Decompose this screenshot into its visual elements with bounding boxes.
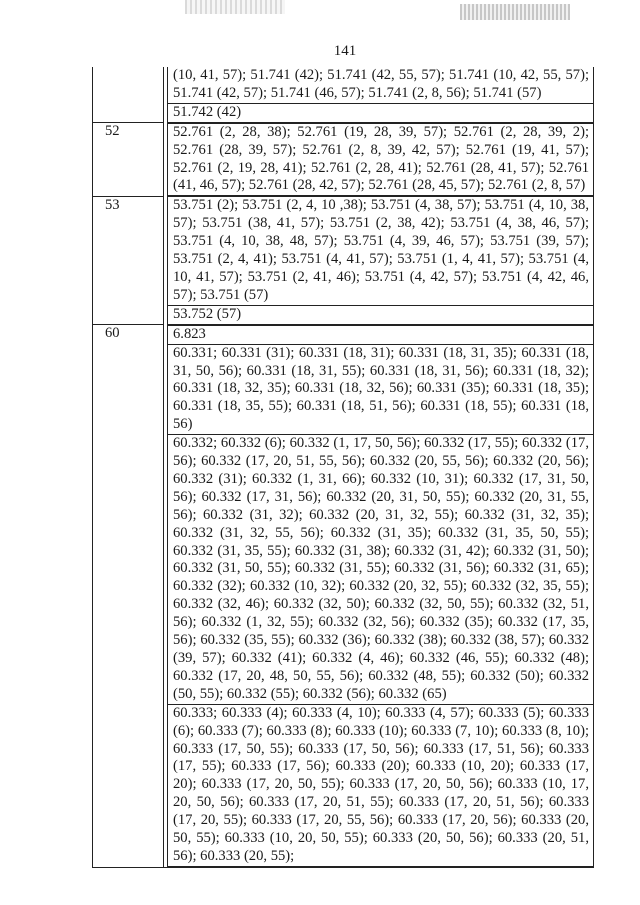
entries-cell [164,67,594,123]
table-row [93,67,594,123]
section-code: 60 [93,325,164,868]
code-entry: (10, 41, 57); 51.741 (42); 51.741 (42, 55, 57); 51.741 (10, 42, 55, 57); 51.741 (42, 57); 51.741 (46, 57); 51.741 (2, 8, 56); 51.741 (57) [167,67,593,104]
table-row [93,123,594,197]
scan-artifact-right [460,4,570,20]
section-code: 52 [93,123,164,197]
classification-table [92,67,594,868]
entries-cell [164,123,594,197]
code-entry: 60.333; 60.333 (4); 60.333 (4, 10); 60.333 (4, 57); 60.333 (5); 60.333 (6); 60.333 (7); 60.333 (8); 60.333 (10); 60.333 (7, 10); 60.333 (8, 10); 60.333 (17, 50, 55); 60.333 (17, 50, 56); 60.333 (17, 51, 56); 60.333 (17, 55); 60.333 (17, 56); 60.333 (20); 60.333 (10, 20); 60.333 (17, 20); 60.333 (17, 20, 50, 55); 60.333 (17, 20, 50, 56); 60.333 (10, 17, 20, 50, 56); 60.333 (17, 20, 51, 55); 60.333 (17, 20, 51, 56); 60.333 (17, 20, 55); 60.333 (17, 20, 55, 56); 60.333 (17, 20, 56); 60.333 (20, 50, 55); 60.333 (10, 20, 50, 55); 60.333 (20, 50, 56); 60.333 (20, 51, 56); 60.333 (20, 55); [167,705,593,867]
code-entry: 51.742 (42) [167,104,593,123]
code-entry: 53.751 (2); 53.751 (2, 4, 10 ,38); 53.751 (4, 38, 57); 53.751 (4, 10, 38, 57); 53.751 (38, 41, 57); 53.751 (2, 38, 42); 53.751 (4, 38, 46, 57); 53.751 (4, 10, 38, 48, 57); 53.751 (4, 39, 46, 57); 53.751 (39, 57); 53.751 (2, 4, 41); 53.751 (4, 41, 57); 53.751 (1, 4, 41, 57); 53.751 (4, 10, 41, 57); 53.751 (2, 41, 46); 53.751 (4, 42, 57); 53.751 (4, 42, 46, 57); 53.751 (57) [167,196,593,305]
section-code: 53 [93,196,164,324]
section-code [93,67,164,123]
scan-artifact-left [185,0,285,14]
entries-cell [164,325,594,868]
code-entry: 60.332; 60.332 (6); 60.332 (1, 17, 50, 56); 60.332 (17, 55); 60.332 (17, 56); 60.332 (17, 20, 51, 55, 56); 60.332 (20, 55, 56); 60.332 (20, 56); 60.332 (31); 60.332 (1, 31, 66); 60.332 (10, 31); 60.332 (17, 31, 50, 56); 60.332 (17, 31, 56); 60.332 (20, 31, 50, 55); 60.332 (20, 31, 55, 56); 60.332 (31, 32); 60.332 (20, 31, 32, 55); 60.332 (31, 32, 35); 60.332 (31, 32, 55, 56); 60.332 (31, 35); 60.332 (31, 35, 50, 55); 60.332 (31, 35, 55); 60.332 (31, 38); 60.332 (31, 42); 60.332 (31, 50); 60.332 (31, 50, 55); 60.332 (31, 55); 60.332 (31, 56); 60.332 (31, 65); 60.332 (32); 60.332 (10, 32); 60.332 (20, 32, 55); 60.332 (32, 35, 55); 60.332 (32, 46); 60.332 (32, 50); 60.332 (32, 50, 55); 60.332 (32, 51, 56); 60.332 (1, 32, 55); 60.332 (32, 56); 60.332 (35); 60.332 (17, 35, 56); 60.332 (35, 55); 60.332 (36); 60.332 (38); 60.332 (38, 57); 60.332 (39, 57); 60.332 (41); 60.332 (4, 46); 60.332 (46, 55); 60.332 (48); 60.332 (17, 20, 48, 50, 55, 56); 60.332 (48, 55); 60.332 (50); 60.332 (50, 55); 60.332 (55); 60.332 (56); 60.332 (65) [167,435,593,705]
table-row [93,325,594,868]
page-number: 141 [333,43,357,59]
table-row [93,196,594,324]
code-entry: 6.823 [167,325,593,345]
code-entry: 52.761 (2, 28, 38); 52.761 (19, 28, 39, 57); 52.761 (2, 28, 39, 2); 52.761 (28, 39, 57); 52.761 (2, 8, 39, 42, 57); 52.761 (19, 41, 57); 52.761 (2, 19, 28, 41); 52.761 (2, 28, 41); 52.761 (28, 41, 57); 52.761 (41, 46, 57); 52.761 (28, 42, 57); 52.761 (28, 45, 57); 52.761 (2, 8, 57) [167,123,593,197]
code-entry: 53.752 (57) [167,306,593,325]
table-body [93,67,594,867]
entries-cell [164,196,594,324]
code-entry: 60.331; 60.331 (31); 60.331 (18, 31); 60.331 (18, 31, 35); 60.331 (18, 31, 50, 56); 60.331 (18, 31, 55); 60.331 (18, 31, 56); 60.331 (18, 32); 60.331 (18, 32, 35); 60.331 (18, 32, 56); 60.331 (35); 60.331 (18, 35); 60.331 (18, 35, 55); 60.331 (18, 51, 56); 60.331 (18, 55); 60.331 (18, 56) [167,345,593,436]
